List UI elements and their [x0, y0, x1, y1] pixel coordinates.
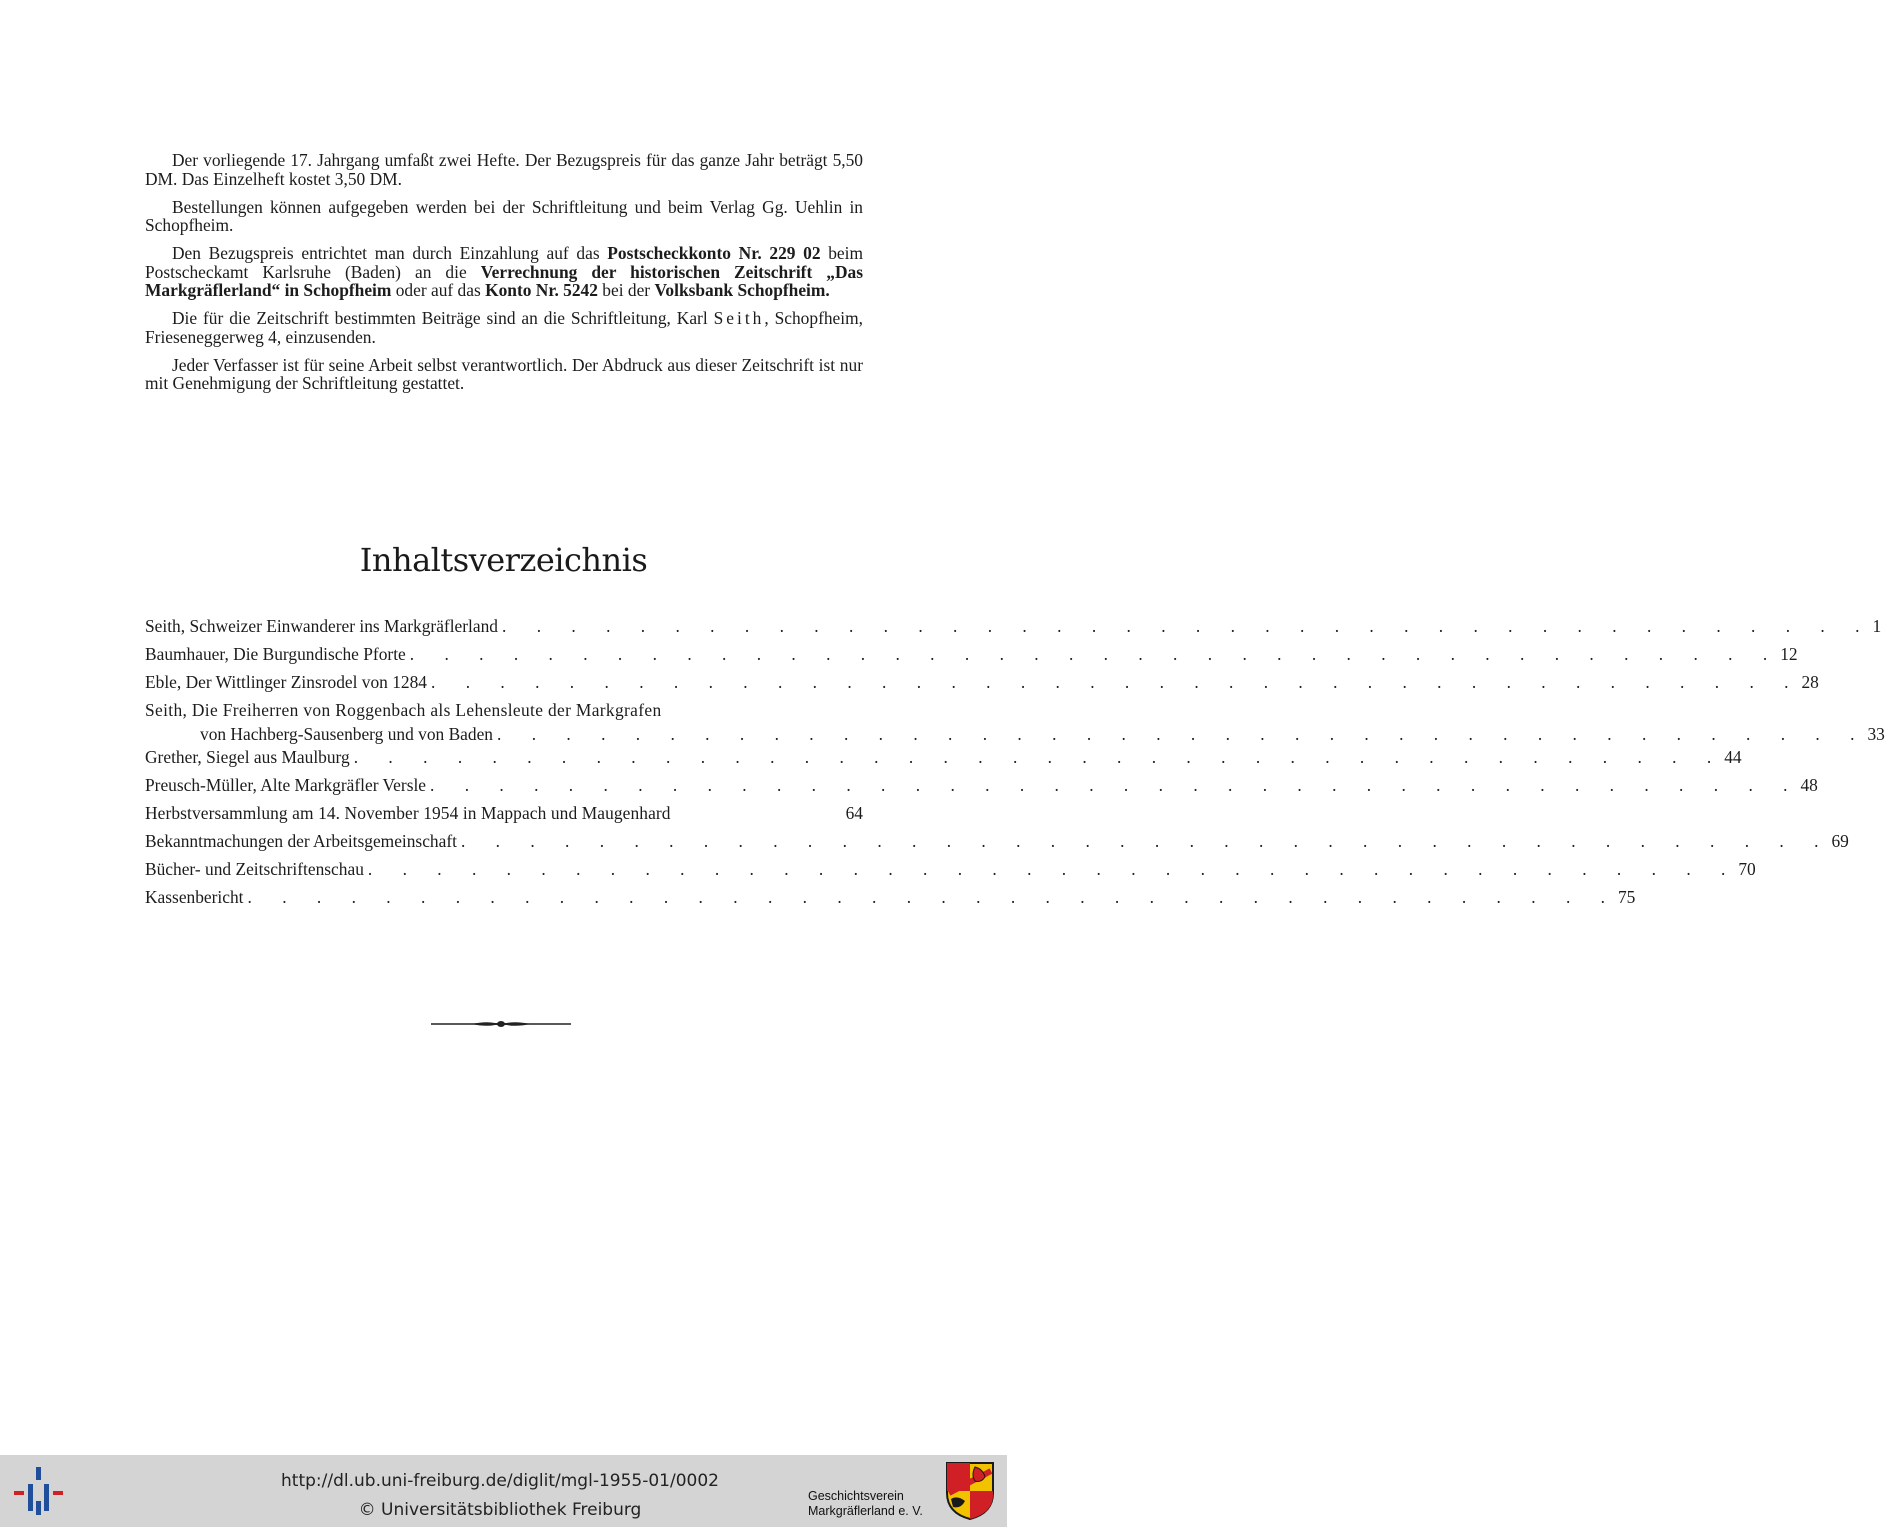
toc-entry	[145, 804, 863, 832]
paragraph-volume: Der vorliegende 17. Jahrgang umfaßt zwei Hefte. Der Bezugspreis für das ganze Jahr beträgt 5,50 DM. Das Einzelheft kostet 3,50 DM.	[145, 150, 863, 189]
postal-account: Postscheckkonto Nr. 229 02	[607, 243, 821, 263]
toc-entry	[145, 859, 1756, 888]
toc-entry	[145, 887, 1636, 916]
toc-entry	[145, 672, 1819, 701]
toc-entry-page: 75	[1617, 887, 1636, 907]
contrib-text-1: Die für die Zeitschrift bestimmten Beiträge sind an die Schriftleitung, Karl	[172, 308, 714, 328]
toc-leader-dots: . . . . . . . . . . . . . . . . . . . . . . . . . . . . . . . . . . . . . . . .	[353, 747, 1725, 767]
toc-entry-page: 69	[1831, 831, 1849, 851]
toc-entry-page: 28	[1801, 672, 1819, 692]
toc-entry	[145, 616, 1882, 645]
toc-leader-dots: . . . . . . . . . . . . . . . . . . . . . . . . . . . . . . . . . . . . . . . .	[430, 775, 1801, 795]
toc-leader-dots: . . . . . . . . . . . . . . . . . . . . . . . . . . . . . . . . . . . . . . . .	[409, 644, 1781, 664]
toc-leader-dots: . . . . . . . . . . . . . . . . . . . . . . . . . . . . . . . . . . . . . . . .	[502, 616, 1873, 636]
bank-name: Volksbank Schopfheim.	[654, 280, 830, 300]
toc-entry-page: 12	[1780, 644, 1798, 664]
bank-account: Konto Nr. 5242	[485, 280, 598, 300]
university-library-logo	[12, 1465, 64, 1517]
toc-leader-dots: . . . . . . . . . . . . . . . . . . . . . . . . . . . . . . . . . . . . . . . .	[460, 831, 1832, 851]
toc-entry-page: 44	[1724, 747, 1742, 767]
toc-leader-dots: . . . . . . . . . . . . . . . . . . . . . . . . . . . . . . . . . . . . . . . .	[431, 672, 1802, 692]
payment-text-2: beim Postscheckamt Karlsruhe (Baden) an die	[145, 243, 864, 282]
toc-entry	[145, 700, 1885, 748]
footer-bar	[0, 1455, 1007, 1527]
payment-text-1: Den Bezugspreis entrichtet man durch Einzahlung auf das	[172, 243, 608, 263]
society-name	[808, 1489, 943, 1519]
toc-entry-title: Seith, Die Freiherren von Roggenbach als Lehensleute der Markgrafen	[145, 700, 662, 720]
toc-entry-title-line1	[145, 701, 863, 720]
toc-entry	[145, 775, 1818, 804]
ornament-divider	[431, 1018, 571, 1030]
toc-entry-title-line2	[145, 723, 1885, 744]
contrib-text-2: , Schopfheim, Frieseneggerweg 4, einzusenden.	[145, 308, 863, 347]
editor-name: Seith	[713, 308, 765, 328]
society-name-line2: Markgräflerland e. V.	[808, 1504, 923, 1518]
payment-text-4: bei der	[597, 280, 655, 300]
toc-leader-dots: . . . . . . . . . . . . . . . . . . . . . . . . . . . . . . . . . . . . . . . .	[497, 723, 1868, 744]
paragraph-orders: Bestellungen können aufgegeben werden bei der Schriftleitung und beim Verlag Gg. Uehlin in Schopfheim.	[145, 196, 863, 235]
toc-entry-page: 1	[1872, 616, 1882, 636]
paragraph-payment	[145, 244, 863, 300]
document-url[interactable]: http://dl.ub.uni-freiburg.de/diglit/mgl-1955-01/0002	[281, 1471, 719, 1491]
payment-text-3: oder auf das	[391, 280, 486, 300]
toc-entry	[145, 747, 1742, 776]
toc-entry-title: Seith, Schweizer Einwanderer ins Markgräflerland	[145, 616, 498, 636]
toc-entry	[145, 644, 1798, 673]
toc-entry-page: 48	[1800, 775, 1818, 795]
toc-entry-title: Bücher- und Zeitschriftenschau	[145, 859, 364, 879]
toc-entry-title: Preusch-Müller, Alte Markgräfler Versle	[145, 775, 427, 795]
copyright-notice: © Universitätsbibliothek Freiburg	[358, 1500, 642, 1520]
toc-leader-dots: . . . . . . . . . . . . . . . . . . . . . . . . . . . . . . . . . . . . . . . .	[367, 859, 1739, 879]
toc-entry-title: Bekanntmachungen der Arbeitsgemeinschaft	[145, 831, 457, 851]
paragraph-responsibility: Jeder Verfasser ist für seine Arbeit selbst verantwortlich. Der Abdruck aus dieser Zeitschrift ist nur mit Genehmigung der Schriftleitung gestattet.	[145, 354, 863, 393]
toc-entry-title: Herbstversammlung am 14. November 1954 in Mappach und Maugenhard	[145, 803, 671, 823]
coat-of-arms-icon	[945, 1461, 995, 1521]
toc-entry-title: Grether, Siegel aus Maulburg	[145, 747, 350, 767]
toc-entry-page: 64	[845, 803, 863, 823]
table-of-contents	[145, 616, 1885, 916]
toc-entry-title: Eble, Der Wittlinger Zinsrodel von 1284	[145, 672, 428, 692]
toc-entry-title: Kassenbericht	[145, 887, 244, 907]
toc-entry	[145, 831, 1849, 860]
society-name-line1: Geschichtsverein	[808, 1489, 904, 1503]
toc-entry-page: 33	[1867, 723, 1885, 744]
toc-title: Inhaltsverzeichnis	[359, 541, 648, 579]
toc-entry-title: Baumhauer, Die Burgundische Pforte	[145, 644, 406, 664]
paragraph-contributions	[145, 309, 863, 346]
subscription-info	[145, 151, 863, 402]
toc-entry-title-cont: von Hachberg-Sausenberg und von Baden	[200, 723, 493, 744]
payee: Verrechnung der historischen Zeitschrift „Das Markgräflerland“ in Schopfheim	[145, 261, 863, 300]
toc-entry-page: 70	[1738, 859, 1756, 879]
toc-leader-dots: . . . . . . . . . . . . . . . . . . . . . . . . . . . . . . . . . . . . . . . .	[247, 887, 1618, 907]
